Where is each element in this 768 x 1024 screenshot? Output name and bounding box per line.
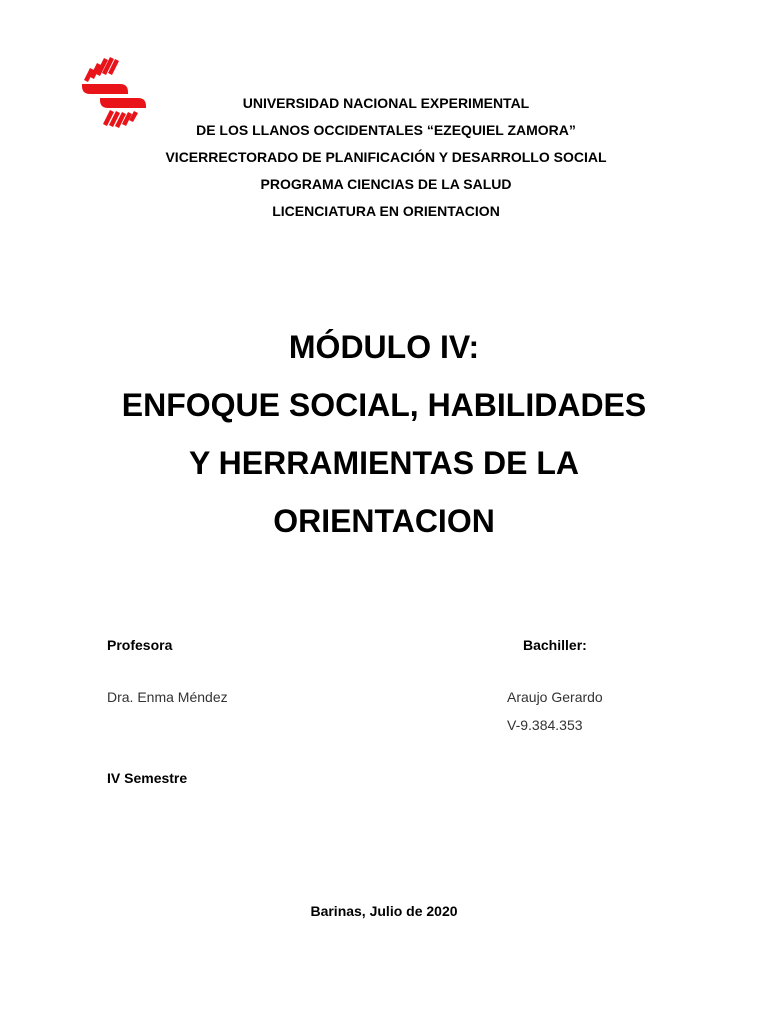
header-vicerrectorado: VICERRECTORADO DE PLANIFICACIÓN Y DESARROLLO SOCIAL [165,149,607,165]
header-university-sub: DE LOS LLANOS OCCIDENTALES “EZEQUIEL ZAMORA” [196,122,576,138]
title-module: MÓDULO IV: [288,329,480,365]
document-title [0,318,768,550]
title-line-4: ORIENTACION [273,503,495,539]
student-id: V-9.384.353 [507,717,583,733]
student-label: Bachiller: [523,637,587,653]
title-line-2: ENFOQUE SOCIAL, HABILIDADES [121,387,647,423]
place-date: Barinas, Julio de 2020 [310,903,458,919]
header-programa: PROGRAMA CIENCIAS DE LA SALUD [260,176,512,192]
professor-name: Dra. Enma Méndez [107,689,228,705]
semester-label: IV Semestre [107,770,188,786]
title-line-3: Y HERRAMIENTAS DE LA [189,445,579,481]
professor-label: Profesora [107,637,173,653]
header-university: UNIVERSIDAD NACIONAL EXPERIMENTAL [242,95,530,111]
student-name: Araujo Gerardo [507,689,603,705]
institution-header [0,90,768,225]
header-licenciatura: LICENCIATURA EN ORIENTACION [272,203,500,219]
